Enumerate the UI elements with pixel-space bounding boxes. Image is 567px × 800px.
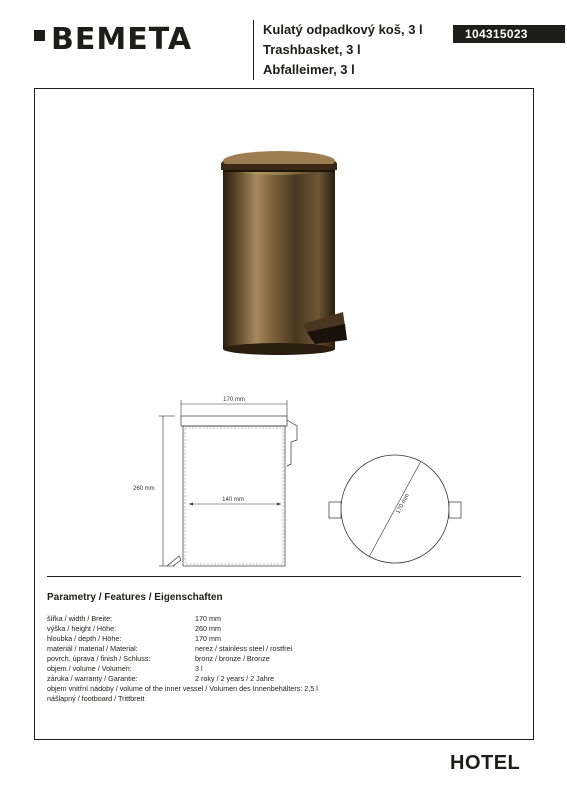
param-value: 170 mm xyxy=(195,634,221,643)
logo-text: BEMETA xyxy=(51,22,193,57)
technical-drawing xyxy=(127,394,517,574)
title-english: Trashbasket, 3 l xyxy=(263,42,361,57)
param-row-volume xyxy=(47,664,517,674)
param-label: materiál / material / Material: xyxy=(47,644,138,653)
dimension-diameter-label: 170 mm xyxy=(395,492,411,515)
product-code-badge: 104315023 xyxy=(453,25,565,43)
param-label: povrch. úprava / finish / Schluss: xyxy=(47,654,151,663)
param-value: 3 l xyxy=(195,664,203,673)
features-divider xyxy=(47,576,521,577)
dimension-width-label: 170 mm xyxy=(223,397,245,403)
param-label: hloubka / depth / Höhe: xyxy=(47,634,122,643)
product-photo xyxy=(215,144,375,359)
param-label: šířka / width / Breite: xyxy=(47,614,113,623)
param-value: 2 roky / 2 years / 2 Jahre xyxy=(195,674,275,683)
param-row-depth xyxy=(47,634,517,644)
dimension-inner-label: 140 mm xyxy=(222,497,244,503)
param-row-width xyxy=(47,614,517,624)
param-value: nerez / stainless steel / rostfrei xyxy=(195,644,293,653)
param-row-material xyxy=(47,644,517,654)
param-value: bronz / bronze / Bronze xyxy=(195,654,270,663)
features-title: Parametry / Features / Eigenschaften xyxy=(47,592,223,603)
param-value: 260 mm xyxy=(195,624,221,633)
param-label: záruka / warranty / Garantie: xyxy=(47,674,138,683)
features-list xyxy=(47,614,517,704)
product-title-block xyxy=(263,20,423,80)
dimension-height-label: 260 mm xyxy=(133,486,155,492)
param-label: výška / height / Höhe: xyxy=(47,624,117,633)
param-label: objem / volume / Volumen: xyxy=(47,664,132,673)
param-row-footboard: nášlapný / footboard / Trittbrett xyxy=(47,694,145,703)
param-row-finish xyxy=(47,654,517,664)
title-czech: Kulatý odpadkový koš, 3 l xyxy=(263,22,423,37)
param-row-height xyxy=(47,624,517,634)
product-sheet-frame xyxy=(34,88,534,740)
param-value: 170 mm xyxy=(195,614,221,623)
brand-logo xyxy=(34,22,192,58)
param-row-warranty xyxy=(47,674,517,684)
title-divider xyxy=(253,20,254,80)
param-row-inner-vessel: objem vnitřní nádoby / volume of the inner vessel / Volumen des Innenbehälters: 2,5 l xyxy=(47,684,318,693)
category-label: HOTEL xyxy=(450,752,521,774)
logo-square-mark xyxy=(34,30,45,41)
title-german: Abfalleimer, 3 l xyxy=(263,62,355,77)
